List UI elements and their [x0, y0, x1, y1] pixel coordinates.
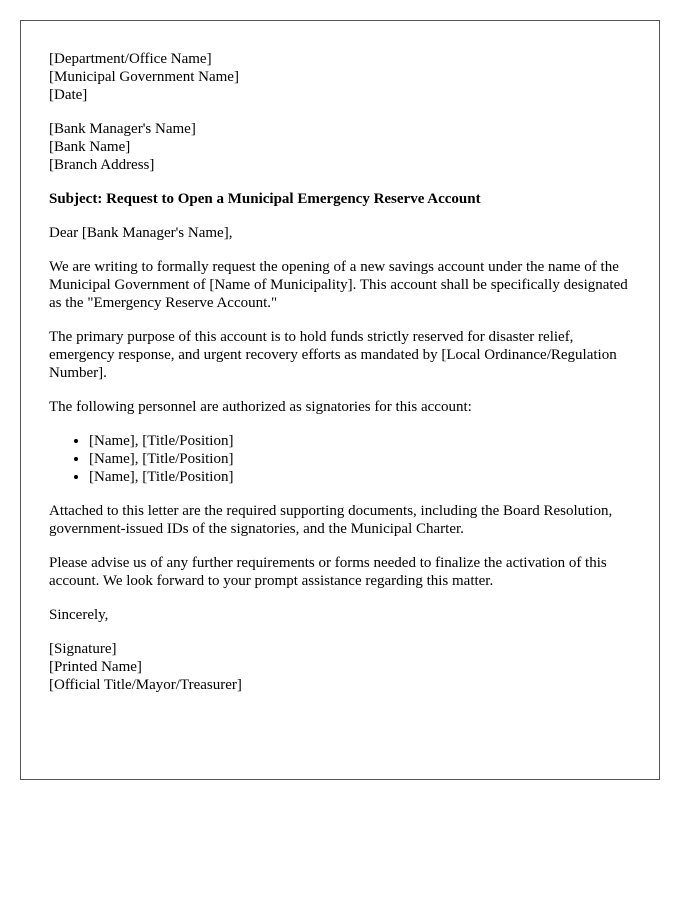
paragraph-purpose: The primary purpose of this account is to hold funds strictly reserved for disaster relief, emergency response, and urgent recovery efforts as mandated by [Local Ordinance/Regulation Number]. — [49, 329, 617, 381]
signature-line: [Signature] — [49, 641, 117, 657]
letter-body — [49, 50, 639, 710]
letter-page — [20, 20, 660, 780]
paragraph-attachments: Attached to this letter are the required supporting documents, including the Board Resolution, government-issued IDs of the signatories, and the Municipal Charter. — [49, 503, 613, 537]
paragraph-request: We are writing to formally request the opening of a new savings account under the name of the Municipal Government of [Name of Municipality]. This account shall be specifically designated as the "Emergency Reserve Account." — [49, 259, 628, 311]
sender-department: [Department/Office Name] — [49, 51, 212, 67]
recipient-address: [Branch Address] — [49, 157, 155, 173]
list-item: • [Name], [Title/Position] — [89, 468, 639, 486]
valediction: Sincerely, — [49, 607, 109, 623]
recipient-bank: [Bank Name] — [49, 139, 131, 155]
letter-date: [Date] — [49, 87, 88, 103]
signature-block — [49, 640, 639, 694]
recipient-manager: [Bank Manager's Name] — [49, 121, 196, 137]
paragraph-closing: Please advise us of any further requirements or forms needed to finalize the activation of this account. We look forward to your prompt assistance regarding this matter. — [49, 555, 607, 589]
sender-municipality: [Municipal Government Name] — [49, 69, 239, 85]
salutation: Dear [Bank Manager's Name], — [49, 225, 233, 241]
list-item: • [Name], [Title/Position] — [89, 432, 639, 450]
signatory-list — [49, 432, 639, 486]
paragraph-signatories-intro: The following personnel are authorized as signatories for this account: — [49, 399, 472, 415]
recipient-block — [49, 120, 639, 174]
list-item: • [Name], [Title/Position] — [89, 450, 639, 468]
sender-block — [49, 50, 639, 104]
official-title: [Official Title/Mayor/Treasurer] — [49, 677, 242, 693]
subject-line: Subject: Request to Open a Municipal Emergency Reserve Account — [49, 191, 481, 207]
printed-name: [Printed Name] — [49, 659, 142, 675]
